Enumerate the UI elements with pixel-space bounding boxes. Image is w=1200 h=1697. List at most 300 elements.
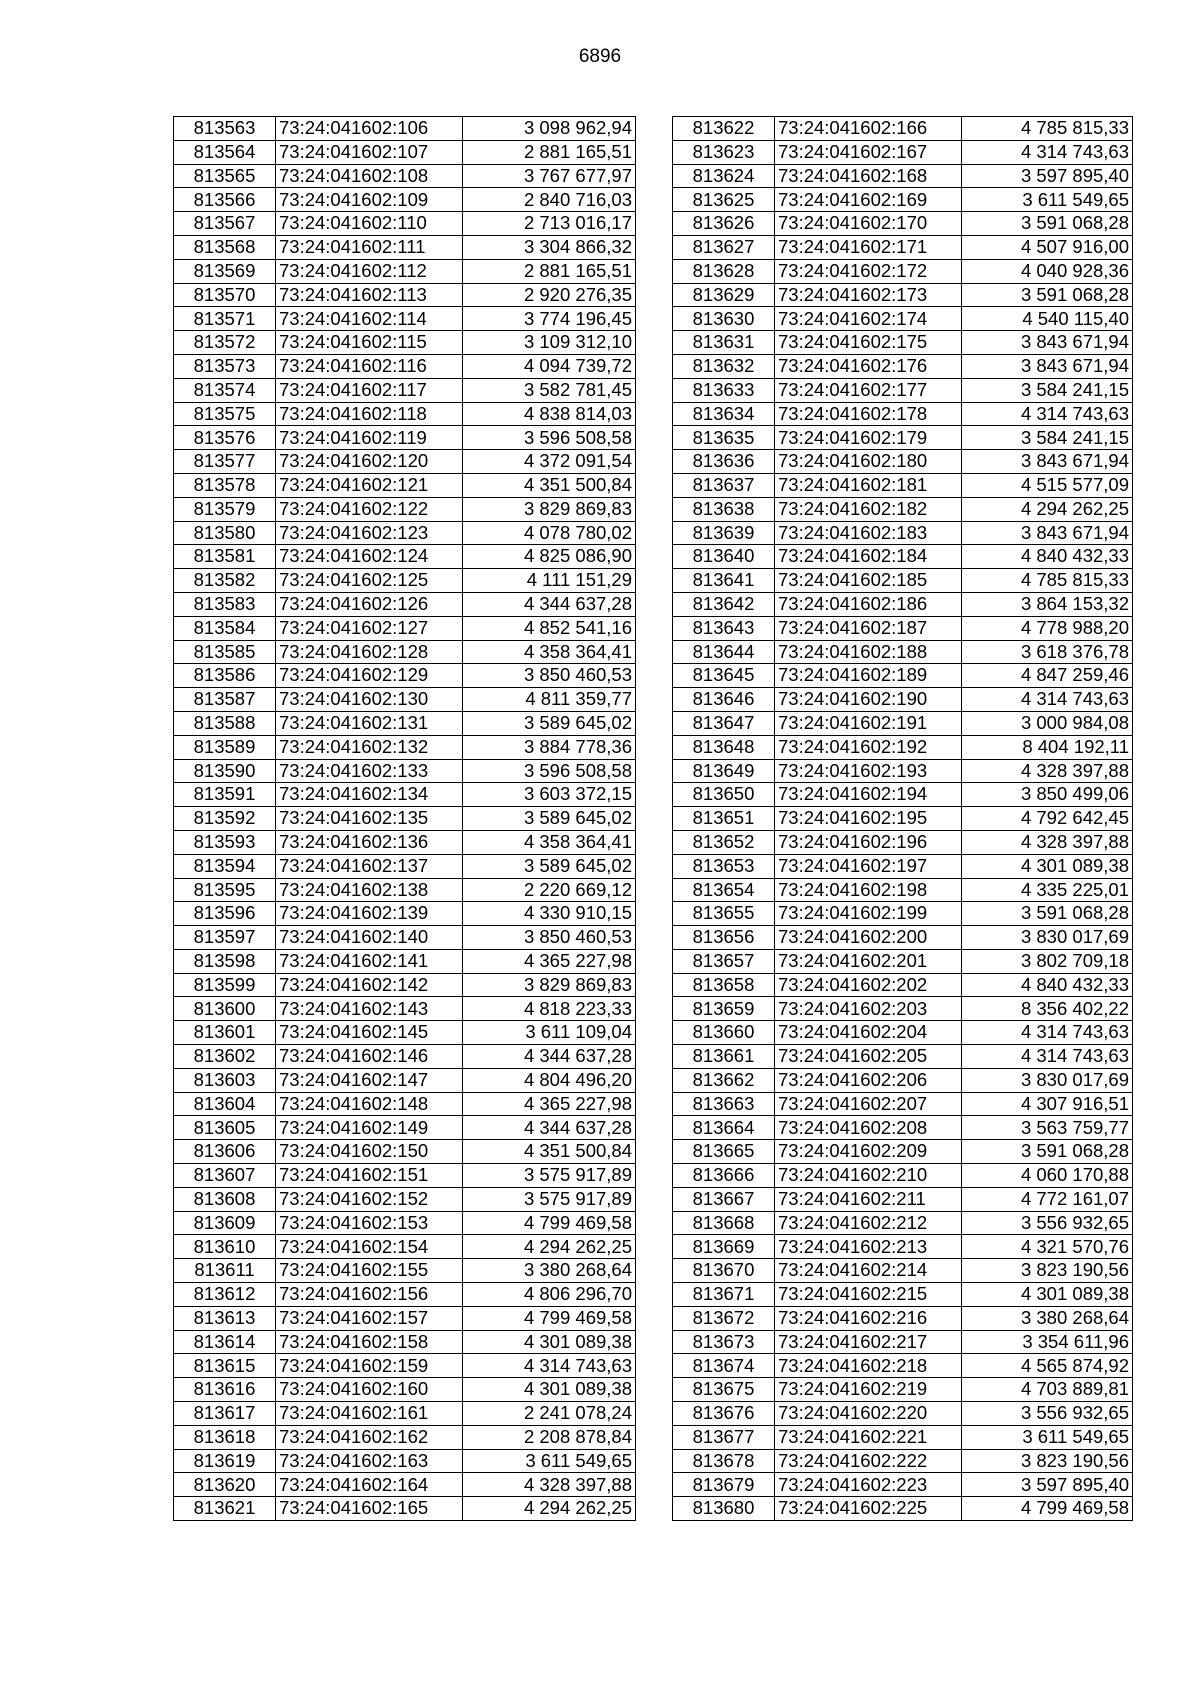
cadastral-number-cell: 73:24:041602:174	[775, 307, 962, 331]
value-cell: 4 840 432,33	[962, 973, 1133, 997]
table-row	[673, 473, 1133, 497]
table-row	[174, 1306, 636, 1330]
cadastral-number-cell: 73:24:041602:188	[775, 640, 962, 664]
row-number-cell: 813645	[673, 664, 775, 688]
value-cell: 3 850 460,53	[463, 664, 636, 688]
table-row	[673, 1497, 1133, 1521]
cadastral-number-cell: 73:24:041602:141	[276, 949, 463, 973]
value-cell: 4 344 637,28	[463, 1045, 636, 1069]
cadastral-number-cell: 73:24:041602:193	[775, 759, 962, 783]
row-number-cell: 813602	[174, 1045, 276, 1069]
value-cell: 4 792 642,45	[962, 807, 1133, 831]
cadastral-number-cell: 73:24:041602:123	[276, 521, 463, 545]
table-row	[673, 521, 1133, 545]
value-cell: 4 825 086,90	[463, 545, 636, 569]
row-number-cell: 813622	[673, 117, 775, 141]
table-row	[174, 164, 636, 188]
table-row	[673, 688, 1133, 712]
value-cell: 2 713 016,17	[463, 212, 636, 236]
table-row	[673, 331, 1133, 355]
table-row	[174, 1497, 636, 1521]
cadastral-number-cell: 73:24:041602:119	[276, 426, 463, 450]
row-number-cell: 813658	[673, 973, 775, 997]
value-cell: 3 109 312,10	[463, 331, 636, 355]
table-row	[673, 1140, 1133, 1164]
row-number-cell: 813662	[673, 1068, 775, 1092]
table-row	[174, 1164, 636, 1188]
value-cell: 4 799 469,58	[463, 1211, 636, 1235]
cadastral-number-cell: 73:24:041602:207	[775, 1092, 962, 1116]
row-number-cell: 813639	[673, 521, 775, 545]
value-cell: 4 372 091,54	[463, 450, 636, 474]
row-number-cell: 813641	[673, 569, 775, 593]
cadastral-number-cell: 73:24:041602:106	[276, 117, 463, 141]
value-cell: 3 843 671,94	[962, 331, 1133, 355]
cadastral-number-cell: 73:24:041602:143	[276, 997, 463, 1021]
value-cell: 4 314 743,63	[962, 1045, 1133, 1069]
table-row	[174, 521, 636, 545]
value-cell: 4 330 910,15	[463, 902, 636, 926]
table-row	[174, 616, 636, 640]
cadastral-number-cell: 73:24:041602:222	[775, 1449, 962, 1473]
table-row	[174, 688, 636, 712]
cadastral-number-cell: 73:24:041602:190	[775, 688, 962, 712]
row-number-cell: 813650	[673, 783, 775, 807]
value-cell: 4 294 262,25	[463, 1497, 636, 1521]
value-cell: 4 314 743,63	[962, 1021, 1133, 1045]
value-cell: 3 380 268,64	[962, 1306, 1133, 1330]
cadastral-number-cell: 73:24:041602:223	[775, 1473, 962, 1497]
row-number-cell: 813675	[673, 1378, 775, 1402]
table-row	[174, 807, 636, 831]
cadastral-number-cell: 73:24:041602:118	[276, 402, 463, 426]
cadastral-number-cell: 73:24:041602:192	[775, 735, 962, 759]
cadastral-number-cell: 73:24:041602:179	[775, 426, 962, 450]
page-number: 6896	[578, 46, 622, 67]
row-number-cell: 813655	[673, 902, 775, 926]
table-row	[174, 331, 636, 355]
table-row	[174, 783, 636, 807]
cadastral-number-cell: 73:24:041602:213	[775, 1235, 962, 1259]
row-number-cell: 813574	[174, 378, 276, 402]
table-row	[174, 640, 636, 664]
table-row	[673, 1211, 1133, 1235]
table-row	[673, 807, 1133, 831]
row-number-cell: 813623	[673, 140, 775, 164]
row-number-cell: 813636	[673, 450, 775, 474]
table-row	[673, 1092, 1133, 1116]
cadastral-number-cell: 73:24:041602:204	[775, 1021, 962, 1045]
table-row	[673, 1116, 1133, 1140]
row-number-cell: 813589	[174, 735, 276, 759]
value-cell: 3 596 508,58	[463, 759, 636, 783]
cadastral-number-cell: 73:24:041602:170	[775, 212, 962, 236]
table-row	[673, 259, 1133, 283]
row-number-cell: 813563	[174, 117, 276, 141]
row-number-cell: 813659	[673, 997, 775, 1021]
cadastral-number-cell: 73:24:041602:168	[775, 164, 962, 188]
cadastral-number-cell: 73:24:041602:220	[775, 1402, 962, 1426]
value-cell: 4 804 496,20	[463, 1068, 636, 1092]
table-row	[673, 1021, 1133, 1045]
table-row	[174, 949, 636, 973]
cadastral-number-cell: 73:24:041602:164	[276, 1473, 463, 1497]
cadastral-number-cell: 73:24:041602:152	[276, 1187, 463, 1211]
cadastral-number-cell: 73:24:041602:160	[276, 1378, 463, 1402]
cadastral-number-cell: 73:24:041602:156	[276, 1283, 463, 1307]
row-number-cell: 813647	[673, 711, 775, 735]
value-cell: 3 829 869,83	[463, 973, 636, 997]
cadastral-number-cell: 73:24:041602:185	[775, 569, 962, 593]
row-number-cell: 813592	[174, 807, 276, 831]
value-cell: 4 040 928,36	[962, 259, 1133, 283]
row-number-cell: 813627	[673, 235, 775, 259]
row-number-cell: 813616	[174, 1378, 276, 1402]
cadastral-number-cell: 73:24:041602:186	[775, 592, 962, 616]
row-number-cell: 813604	[174, 1092, 276, 1116]
cadastral-number-cell: 73:24:041602:134	[276, 783, 463, 807]
table-row	[174, 402, 636, 426]
row-number-cell: 813617	[174, 1402, 276, 1426]
row-number-cell: 813595	[174, 878, 276, 902]
cadastral-number-cell: 73:24:041602:208	[775, 1116, 962, 1140]
cadastral-number-cell: 73:24:041602:166	[775, 117, 962, 141]
value-cell: 3 850 499,06	[962, 783, 1133, 807]
table-row	[174, 1235, 636, 1259]
row-number-cell: 813567	[174, 212, 276, 236]
value-cell: 3 597 895,40	[962, 1473, 1133, 1497]
row-number-cell: 813619	[174, 1449, 276, 1473]
table-row	[673, 616, 1133, 640]
cadastral-number-cell: 73:24:041602:172	[775, 259, 962, 283]
table-row	[673, 188, 1133, 212]
table-row	[673, 759, 1133, 783]
cadastral-number-cell: 73:24:041602:225	[775, 1497, 962, 1521]
row-number-cell: 813614	[174, 1330, 276, 1354]
table-row	[174, 259, 636, 283]
row-number-cell: 813630	[673, 307, 775, 331]
value-cell: 3 000 984,08	[962, 711, 1133, 735]
row-number-cell: 813646	[673, 688, 775, 712]
cadastral-number-cell: 73:24:041602:221	[775, 1425, 962, 1449]
row-number-cell: 813668	[673, 1211, 775, 1235]
row-number-cell: 813570	[174, 283, 276, 307]
table-row	[673, 1402, 1133, 1426]
cadastral-number-cell: 73:24:041602:184	[775, 545, 962, 569]
value-cell: 4 365 227,98	[463, 949, 636, 973]
value-cell: 4 328 397,88	[962, 830, 1133, 854]
table-row	[673, 1425, 1133, 1449]
table-row	[174, 569, 636, 593]
row-number-cell: 813649	[673, 759, 775, 783]
row-number-cell: 813594	[174, 854, 276, 878]
value-cell: 2 881 165,51	[463, 140, 636, 164]
table-row	[673, 283, 1133, 307]
row-number-cell: 813621	[174, 1497, 276, 1521]
row-number-cell: 813571	[174, 307, 276, 331]
value-cell: 4 778 988,20	[962, 616, 1133, 640]
value-cell: 4 301 089,38	[463, 1378, 636, 1402]
value-cell: 4 301 089,38	[463, 1330, 636, 1354]
cadastral-number-cell: 73:24:041602:115	[276, 331, 463, 355]
cadastral-number-cell: 73:24:041602:136	[276, 830, 463, 854]
value-cell: 3 843 671,94	[962, 521, 1133, 545]
table-row	[174, 1283, 636, 1307]
cadastral-number-cell: 73:24:041602:132	[276, 735, 463, 759]
value-cell: 4 365 227,98	[463, 1092, 636, 1116]
table-row	[174, 235, 636, 259]
value-cell: 3 884 778,36	[463, 735, 636, 759]
cadastral-number-cell: 73:24:041602:122	[276, 497, 463, 521]
cadastral-number-cell: 73:24:041602:111	[276, 235, 463, 259]
table-row	[673, 1378, 1133, 1402]
row-number-cell: 813597	[174, 926, 276, 950]
value-cell: 3 603 372,15	[463, 783, 636, 807]
value-cell: 4 818 223,33	[463, 997, 636, 1021]
value-cell: 3 823 190,56	[962, 1259, 1133, 1283]
value-cell: 3 098 962,94	[463, 117, 636, 141]
row-number-cell: 813582	[174, 569, 276, 593]
cadastral-number-cell: 73:24:041602:194	[775, 783, 962, 807]
cadastral-number-cell: 73:24:041602:147	[276, 1068, 463, 1092]
value-cell: 3 556 932,65	[962, 1402, 1133, 1426]
row-number-cell: 813625	[673, 188, 775, 212]
row-number-cell: 813609	[174, 1211, 276, 1235]
table-row	[673, 378, 1133, 402]
row-number-cell: 813587	[174, 688, 276, 712]
table-row	[174, 1068, 636, 1092]
cadastral-number-cell: 73:24:041602:189	[775, 664, 962, 688]
table-row	[673, 1449, 1133, 1473]
row-number-cell: 813618	[174, 1425, 276, 1449]
row-number-cell: 813626	[673, 212, 775, 236]
row-number-cell: 813654	[673, 878, 775, 902]
table-row	[174, 664, 636, 688]
table-row	[673, 1164, 1133, 1188]
table-row	[673, 878, 1133, 902]
table-row	[174, 426, 636, 450]
cadastral-number-cell: 73:24:041602:163	[276, 1449, 463, 1473]
value-cell: 4 294 262,25	[463, 1235, 636, 1259]
value-cell: 8 356 402,22	[962, 997, 1133, 1021]
table-row	[174, 354, 636, 378]
value-cell: 4 094 739,72	[463, 354, 636, 378]
table-row	[673, 1045, 1133, 1069]
cadastral-number-cell: 73:24:041602:153	[276, 1211, 463, 1235]
row-number-cell: 813638	[673, 497, 775, 521]
cadastral-number-cell: 73:24:041602:149	[276, 1116, 463, 1140]
cadastral-number-cell: 73:24:041602:140	[276, 926, 463, 950]
value-cell: 4 799 469,58	[962, 1497, 1133, 1521]
cadastral-number-cell: 73:24:041602:154	[276, 1235, 463, 1259]
cadastral-number-cell: 73:24:041602:217	[775, 1330, 962, 1354]
value-cell: 3 575 917,89	[463, 1187, 636, 1211]
table-row	[174, 283, 636, 307]
table-row	[174, 473, 636, 497]
cadastral-number-cell: 73:24:041602:108	[276, 164, 463, 188]
cadastral-number-cell: 73:24:041602:182	[775, 497, 962, 521]
value-cell: 3 584 241,15	[962, 378, 1133, 402]
value-cell: 3 767 677,97	[463, 164, 636, 188]
value-cell: 3 589 645,02	[463, 807, 636, 831]
table-row	[174, 188, 636, 212]
row-number-cell: 813586	[174, 664, 276, 688]
row-number-cell: 813679	[673, 1473, 775, 1497]
table-row	[174, 1259, 636, 1283]
cadastral-number-cell: 73:24:041602:209	[775, 1140, 962, 1164]
table-row	[174, 497, 636, 521]
row-number-cell: 813620	[174, 1473, 276, 1497]
value-cell: 2 208 878,84	[463, 1425, 636, 1449]
table-row	[174, 711, 636, 735]
cadastral-number-cell: 73:24:041602:211	[775, 1187, 962, 1211]
cadastral-number-cell: 73:24:041602:196	[775, 830, 962, 854]
row-number-cell: 813642	[673, 592, 775, 616]
row-number-cell: 813677	[673, 1425, 775, 1449]
value-cell: 2 840 716,03	[463, 188, 636, 212]
cadastral-number-cell: 73:24:041602:112	[276, 259, 463, 283]
value-cell: 3 611 549,65	[463, 1449, 636, 1473]
value-cell: 4 344 637,28	[463, 592, 636, 616]
cadastral-number-cell: 73:24:041602:151	[276, 1164, 463, 1188]
row-number-cell: 813591	[174, 783, 276, 807]
cadastral-number-cell: 73:24:041602:206	[775, 1068, 962, 1092]
value-cell: 3 591 068,28	[962, 283, 1133, 307]
cadastral-number-cell: 73:24:041602:145	[276, 1021, 463, 1045]
row-number-cell: 813579	[174, 497, 276, 521]
cadastral-number-cell: 73:24:041602:121	[276, 473, 463, 497]
value-cell: 3 591 068,28	[962, 902, 1133, 926]
table-row	[174, 592, 636, 616]
value-cell: 3 563 759,77	[962, 1116, 1133, 1140]
row-number-cell: 813672	[673, 1306, 775, 1330]
cadastral-number-cell: 73:24:041602:139	[276, 902, 463, 926]
cadastral-number-cell: 73:24:041602:176	[775, 354, 962, 378]
cadastral-number-cell: 73:24:041602:198	[775, 878, 962, 902]
table-row	[673, 140, 1133, 164]
value-cell: 4 328 397,88	[463, 1473, 636, 1497]
value-cell: 3 589 645,02	[463, 711, 636, 735]
table-row	[174, 378, 636, 402]
cadastral-number-cell: 73:24:041602:177	[775, 378, 962, 402]
table-row	[673, 1259, 1133, 1283]
value-cell: 4 351 500,84	[463, 1140, 636, 1164]
row-number-cell: 813669	[673, 1235, 775, 1259]
cadastral-number-cell: 73:24:041602:109	[276, 188, 463, 212]
table-row	[174, 1354, 636, 1378]
row-number-cell: 813603	[174, 1068, 276, 1092]
table-row	[174, 1473, 636, 1497]
value-cell: 4 565 874,92	[962, 1354, 1133, 1378]
value-cell: 4 785 815,33	[962, 117, 1133, 141]
cadastral-number-cell: 73:24:041602:214	[775, 1259, 962, 1283]
cadastral-number-cell: 73:24:041602:113	[276, 283, 463, 307]
row-number-cell: 813611	[174, 1259, 276, 1283]
cadastral-number-cell: 73:24:041602:212	[775, 1211, 962, 1235]
value-cell: 4 840 432,33	[962, 545, 1133, 569]
table-row	[174, 1211, 636, 1235]
cadastral-number-cell: 73:24:041602:161	[276, 1402, 463, 1426]
table-row	[673, 1068, 1133, 1092]
cadastral-number-cell: 73:24:041602:205	[775, 1045, 962, 1069]
value-cell: 4 314 743,63	[962, 140, 1133, 164]
cadastral-number-cell: 73:24:041602:130	[276, 688, 463, 712]
table-row	[673, 569, 1133, 593]
row-number-cell: 813661	[673, 1045, 775, 1069]
row-number-cell: 813657	[673, 949, 775, 973]
cadastral-number-cell: 73:24:041602:157	[276, 1306, 463, 1330]
table-row	[673, 854, 1133, 878]
cadastral-number-cell: 73:24:041602:218	[775, 1354, 962, 1378]
row-number-cell: 813615	[174, 1354, 276, 1378]
value-cell: 4 358 364,41	[463, 830, 636, 854]
value-cell: 3 597 895,40	[962, 164, 1133, 188]
row-number-cell: 813599	[174, 973, 276, 997]
value-cell: 3 380 268,64	[463, 1259, 636, 1283]
row-number-cell: 813680	[673, 1497, 775, 1521]
row-number-cell: 813678	[673, 1449, 775, 1473]
value-cell: 3 830 017,69	[962, 1068, 1133, 1092]
table-row	[673, 545, 1133, 569]
table-row	[673, 735, 1133, 759]
table-row	[174, 1187, 636, 1211]
table-row	[174, 140, 636, 164]
row-number-cell: 813673	[673, 1330, 775, 1354]
row-number-cell: 813651	[673, 807, 775, 831]
registry-table-left	[173, 116, 636, 1521]
table-row	[673, 1306, 1133, 1330]
table-row	[174, 117, 636, 141]
table-row	[673, 783, 1133, 807]
value-cell: 3 611 109,04	[463, 1021, 636, 1045]
cadastral-number-cell: 73:24:041602:131	[276, 711, 463, 735]
cadastral-number-cell: 73:24:041602:150	[276, 1140, 463, 1164]
cadastral-number-cell: 73:24:041602:202	[775, 973, 962, 997]
cadastral-number-cell: 73:24:041602:197	[775, 854, 962, 878]
row-number-cell: 813629	[673, 283, 775, 307]
table-row	[174, 1045, 636, 1069]
table-row	[673, 1473, 1133, 1497]
table-row	[174, 926, 636, 950]
row-number-cell: 813578	[174, 473, 276, 497]
value-cell: 3 802 709,18	[962, 949, 1133, 973]
value-cell: 3 304 866,32	[463, 235, 636, 259]
row-number-cell: 813575	[174, 402, 276, 426]
value-cell: 4 351 500,84	[463, 473, 636, 497]
row-number-cell: 813674	[673, 1354, 775, 1378]
table-row	[174, 1140, 636, 1164]
row-number-cell: 813676	[673, 1402, 775, 1426]
registry-table-right	[672, 116, 1133, 1521]
table-row	[174, 1425, 636, 1449]
value-cell: 4 806 296,70	[463, 1283, 636, 1307]
cadastral-number-cell: 73:24:041602:127	[276, 616, 463, 640]
table-row	[174, 973, 636, 997]
value-cell: 3 829 869,83	[463, 497, 636, 521]
cadastral-number-cell: 73:24:041602:183	[775, 521, 962, 545]
value-cell: 4 703 889,81	[962, 1378, 1133, 1402]
row-number-cell: 813667	[673, 1187, 775, 1211]
value-cell: 3 611 549,65	[962, 188, 1133, 212]
cadastral-number-cell: 73:24:041602:210	[775, 1164, 962, 1188]
table-row	[673, 426, 1133, 450]
value-cell: 4 301 089,38	[962, 854, 1133, 878]
value-cell: 2 241 078,24	[463, 1402, 636, 1426]
row-number-cell: 813631	[673, 331, 775, 355]
row-number-cell: 813572	[174, 331, 276, 355]
table-row	[673, 1187, 1133, 1211]
row-number-cell: 813624	[673, 164, 775, 188]
